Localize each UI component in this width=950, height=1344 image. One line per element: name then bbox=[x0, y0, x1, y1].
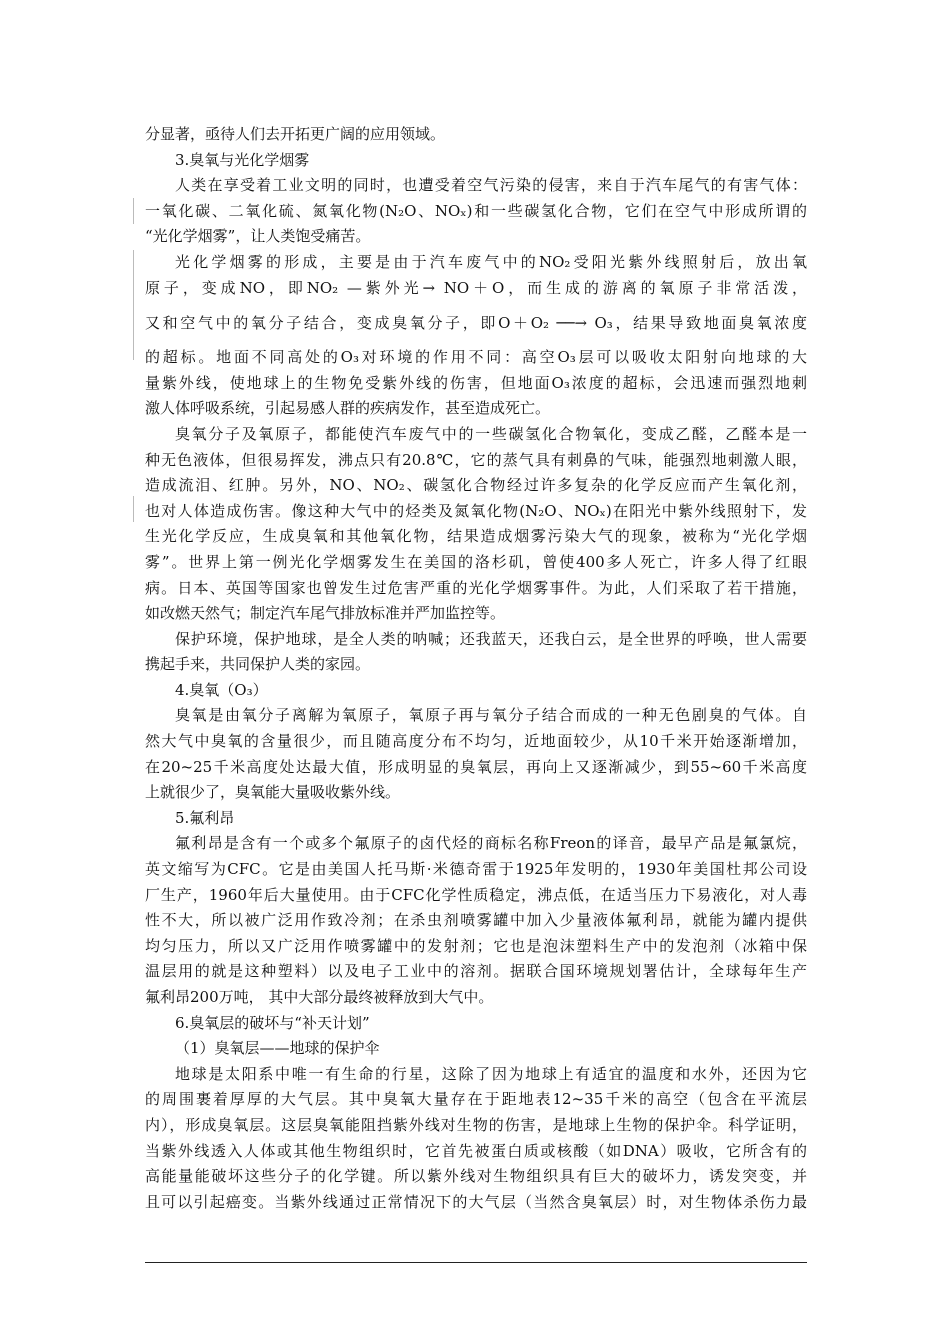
text-line: （1）臭氧层——地球的保护伞 bbox=[175, 1039, 380, 1058]
text-line: 保护环境，保护地球，是全人类的呐喊；还我蓝天，还我白云，是全世界的呼唤，世人需要 bbox=[175, 629, 807, 648]
revision-bar bbox=[133, 250, 134, 360]
text-line: 如改燃天然气；制定汽车尾气排放标准并严加监控等。 bbox=[145, 604, 506, 623]
text-line: 内），形成臭氧层。这层臭氧能阻挡紫外线对生物的伤害，是地球上生物的保护伞。科学证明， bbox=[145, 1115, 807, 1134]
revision-bar bbox=[133, 198, 134, 224]
footer-rule bbox=[145, 1262, 807, 1263]
revision-bar bbox=[133, 496, 134, 522]
text-line: “光化学烟雾”，让人类饱受痛苦。 bbox=[145, 227, 371, 246]
text-line: 携起手来，共同保护人类的家园。 bbox=[145, 655, 371, 674]
text-line: 激人体呼吸系统，引起易感人群的疾病发作，甚至造成死亡。 bbox=[145, 399, 551, 418]
text-line: 在20~25千米高度处达最大值，形成明显的臭氧层，再向上又逐渐减少，到55~60千米高度 bbox=[145, 757, 807, 776]
text-line: 也对人体造成伤害。像这种大气中的烃类及氮氧化物(N₂O、NOₓ)在阳光中紫外线照射下，发 bbox=[145, 501, 807, 520]
text-line: 臭氧是由氧分子离解为氧原子，氧原子再与氧分子结合而成的一种无色剧臭的气体。自 bbox=[175, 706, 807, 725]
text-line: 光化学烟雾的形成，主要是由于汽车废气中的NO₂受阳光紫外线照射后，放出氧 bbox=[175, 252, 807, 271]
text-line: 氟利昂200万吨， 其中大部分最终被释放到大气中。 bbox=[145, 988, 494, 1006]
text-line: 温层用的就是这种塑料）以及电子工业中的溶剂。据联合国环境规划署估计，全球每年生产 bbox=[145, 962, 807, 981]
text-line: 的超标。地面不同高处的O₃对环境的作用不同：高空O₃层可以吸收太阳射向地球的大 bbox=[145, 348, 807, 367]
text-line: 高能量能破坏这些分子的化学键。所以紫外线对生物组织具有巨大的破坏力，诱发突变，并 bbox=[145, 1167, 807, 1186]
text-line: 3.臭氧与光化学烟雾 bbox=[175, 150, 310, 169]
text-line: 5.氟利昂 bbox=[175, 808, 235, 827]
text-line: 英文缩写为CFC。它是由美国人托马斯·米德奇雷于1925年发明的，1930年美国杜邦公司设 bbox=[145, 860, 807, 879]
text-line: 人类在享受着工业文明的同时，也遭受着空气污染的侵害，来自于汽车尾气的有害气体： bbox=[175, 176, 807, 195]
text-line: 的周围裹着厚厚的大气层。其中臭氧大量存在于距地表12~35千米的高空（包含在平流层 bbox=[145, 1090, 807, 1109]
text-line: 病。日本、英国等国家也曾发生过危害严重的光化学烟雾事件。为此，人们采取了若干措施， bbox=[145, 578, 807, 597]
text-line: 氟利昂是含有一个或多个氟原子的卤代烃的商标名称Freon的译音，最早产品是氟氯烷， bbox=[175, 834, 807, 853]
text-line: 生光化学反应，生成臭氧和其他氧化物，结果造成烟雾污染大气的现象，被称为“光化学烟 bbox=[145, 527, 807, 546]
text-line: 厂生产，1960年后大量使用。由于CFC化学性质稳定，沸点低，在适当压力下易液化，对人毒 bbox=[145, 885, 807, 904]
text-line: 性不大，所以被广泛用作致冷剂；在杀虫剂喷雾罐中加入少量液体氟利昂，就能为罐内提供 bbox=[145, 911, 807, 930]
text-line: 臭氧分子及氧原子，都能使汽车废气中的一些碳氢化合物氧化，变成乙醛，乙醛本是一 bbox=[175, 424, 807, 443]
text-line: 均匀压力，所以又广泛用作喷雾罐中的发射剂；它也是泡沫塑料生产中的发泡剂（冰箱中保 bbox=[145, 936, 807, 955]
text-line: 分显著，亟待人们去开拓更广阔的应用领域。 bbox=[145, 125, 446, 143]
text-line: 又和空气中的氧分子结合，变成臭氧分子，即O＋O₂ ──→ O₃，结果导致地面臭氧浓度 bbox=[145, 314, 807, 333]
text-line: 地球是太阳系中唯一有生命的行星，这除了因为地球上有适宜的温度和水外，还因为它 bbox=[175, 1064, 807, 1083]
text-line: 造成流泪、红肿。另外，NO、NO₂、碳氢化合物经过许多复杂的化学反应而产生氧化剂， bbox=[145, 476, 807, 495]
text-line: 一氧化碳、二氧化硫、氮氧化物(N₂O、NOₓ)和一些碳氢化合物，它们在空气中形成所谓的 bbox=[145, 201, 807, 220]
text-line: 种无色液体，但很易挥发，沸点只有20.8℃，它的蒸气具有刺鼻的气味，能强烈地刺激人眼， bbox=[145, 450, 807, 469]
text-line: 原子，变成NO，即NO₂ —紫外光→ NO＋O，而生成的游离的氧原子非常活泼， bbox=[145, 278, 807, 297]
text-line: 然大气中臭氧的含量很少，而且随高度分布不均匀，近地面较少，从10千米开始逐渐增加， bbox=[145, 732, 807, 751]
text-line: 量紫外线，使地球上的生物免受紫外线的伤害，但地面O₃浓度的超标，会迅速而强烈地刺 bbox=[145, 373, 807, 392]
text-line: 4.臭氧（O₃） bbox=[175, 680, 268, 699]
text-line: 雾”。世界上第一例光化学烟雾发生在美国的洛杉矶，曾使400多人死亡，许多人得了红眼 bbox=[145, 552, 807, 571]
text-line: 6.臭氧层的破坏与“补天计划” bbox=[175, 1013, 370, 1032]
text-line: 当紫外线透入人体或其他生物组织时，它首先被蛋白质或核酸（如DNA）吸收，它所含有的 bbox=[145, 1141, 807, 1160]
text-line: 上就很少了，臭氧能大量吸收紫外线。 bbox=[145, 783, 401, 802]
text-line: 且可以引起癌变。当紫外线通过正常情况下的大气层（当然含臭氧层）时，对生物体杀伤力最 bbox=[145, 1192, 807, 1211]
document-page bbox=[145, 122, 807, 1215]
